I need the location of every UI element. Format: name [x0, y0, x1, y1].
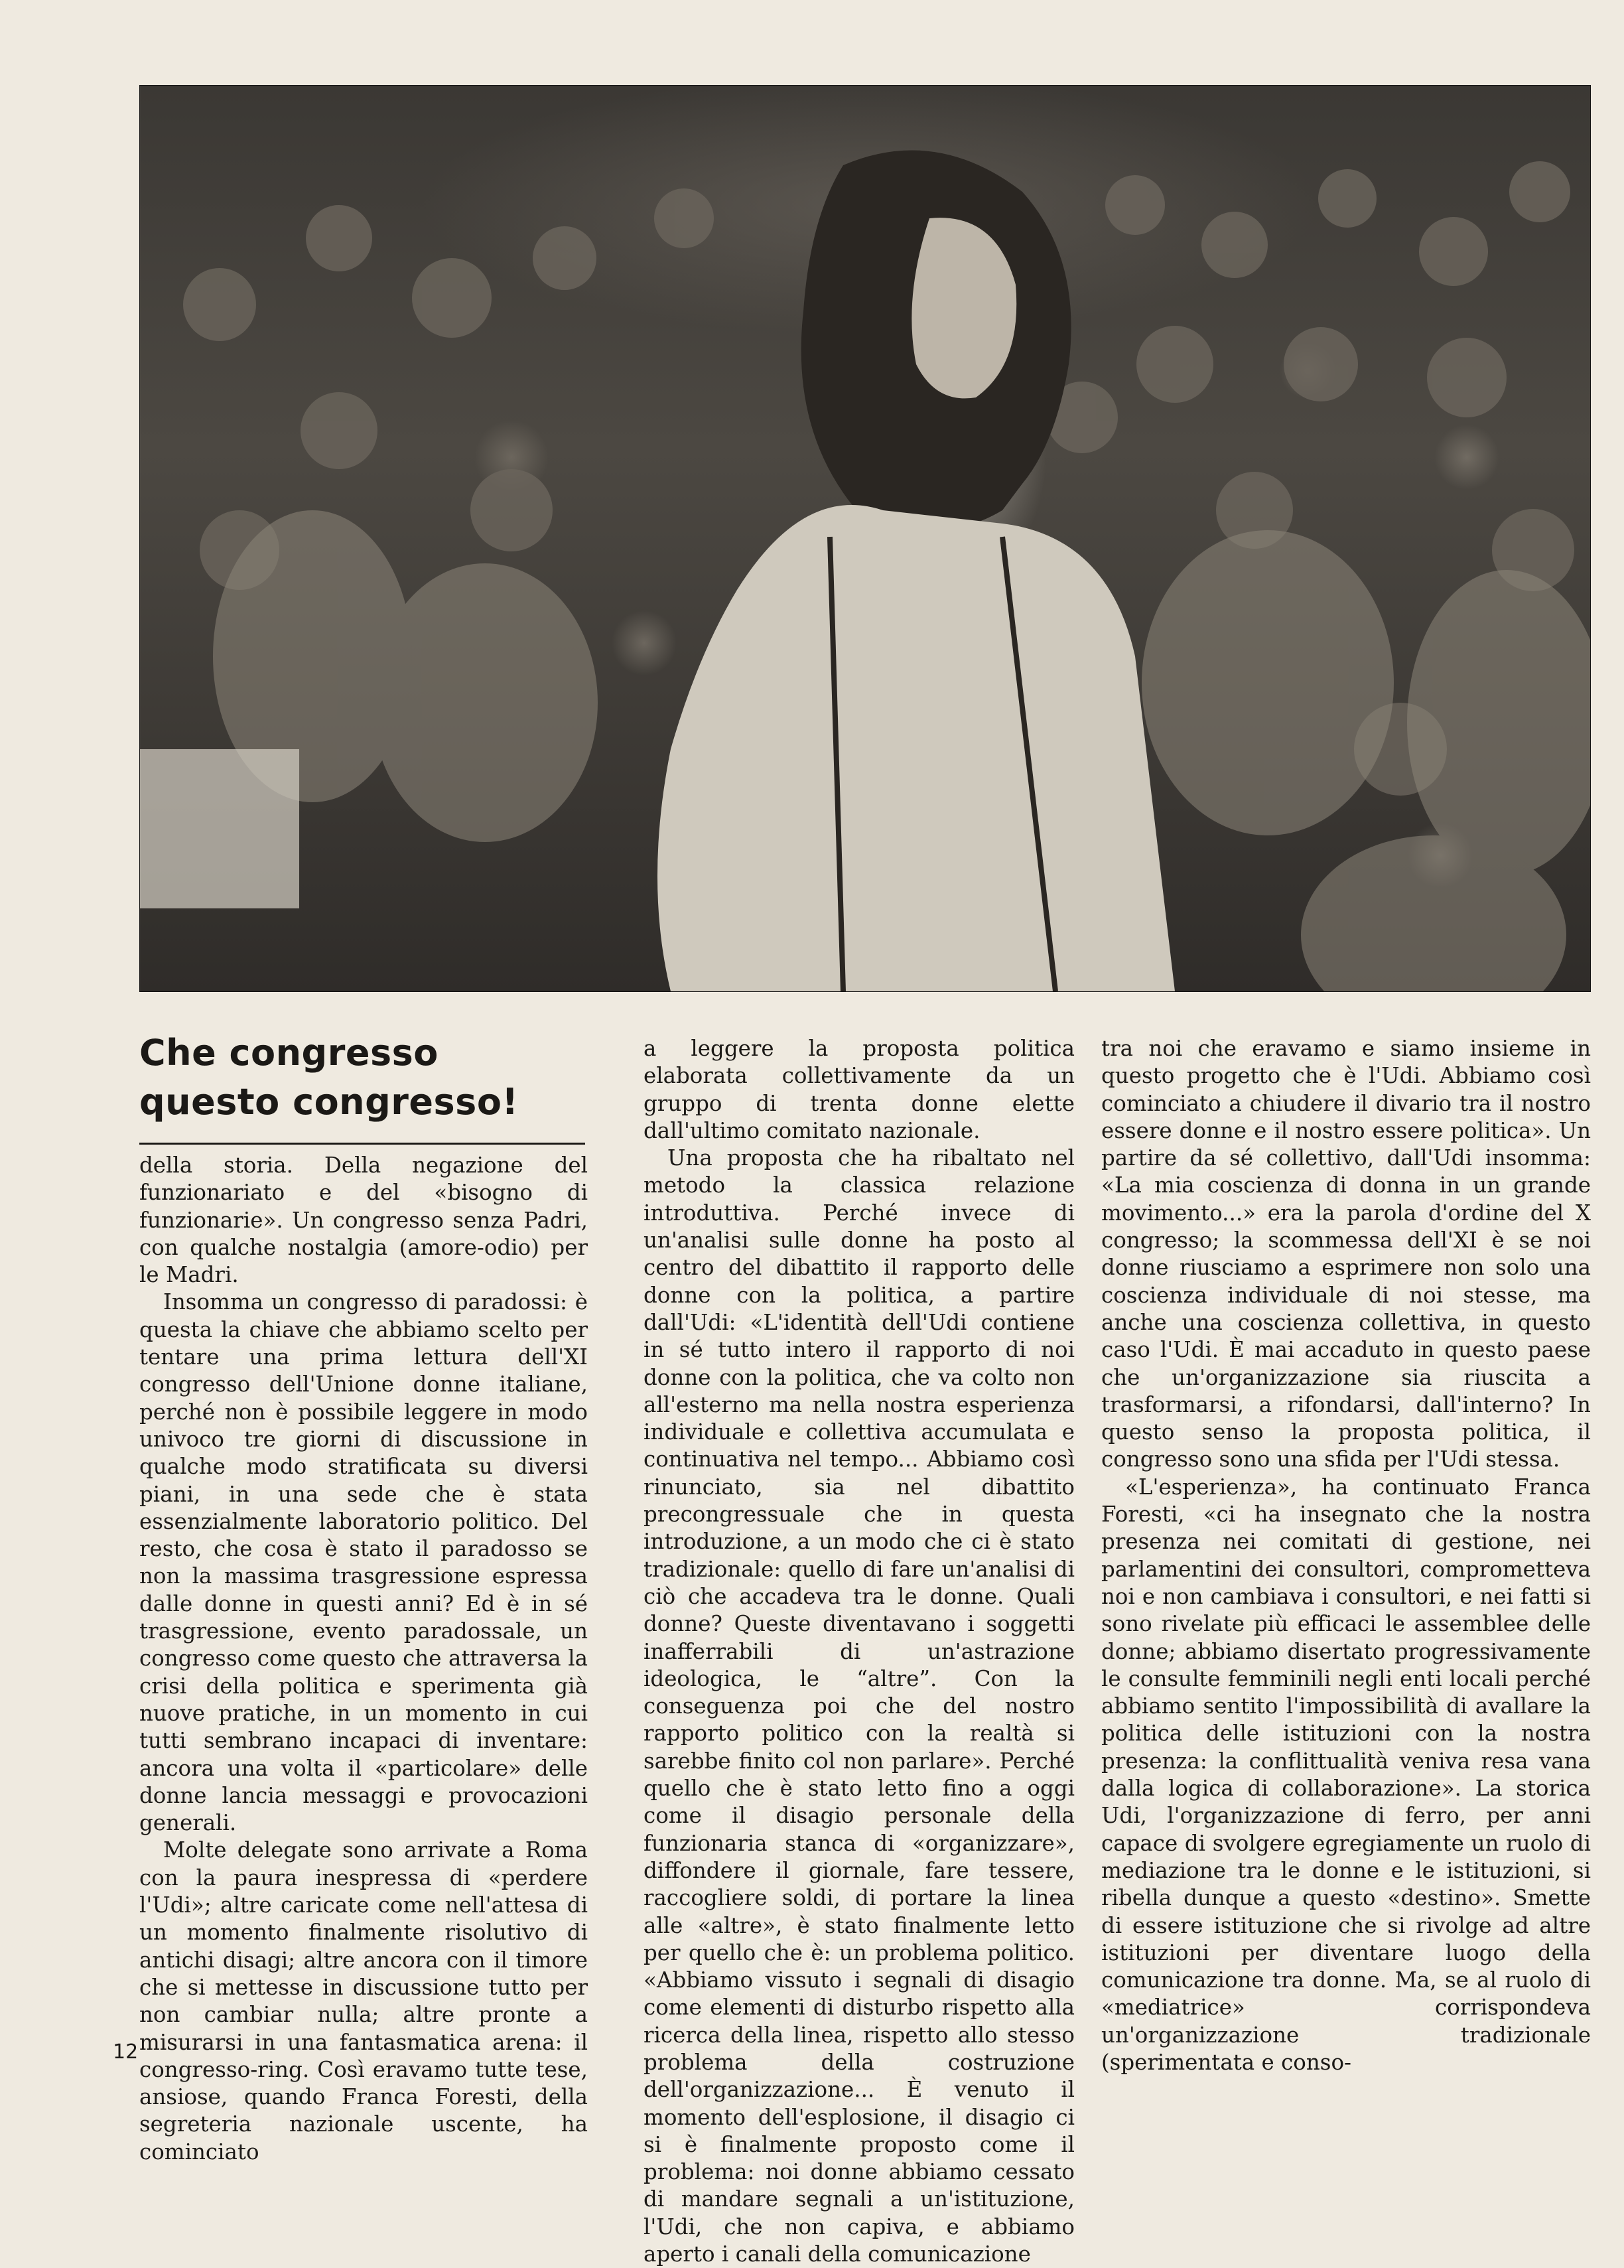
paragraph: a leggere la proposta politica elaborata collettivamente da un gruppo di trenta donne elette dall'ultimo comitato nazionale. — [643, 1036, 1075, 1143]
paragraph: Insomma un congresso di paradossi: è questa la chiave che abbiamo scelto per tentare una prima lettura dell'XI congresso dell'Unione donne italiane, perché non è possibile leggere in modo univoco tre giorni di discussione in qualche modo stratificata su diversi piani, in una sede che è stata essenzialmente laboratorio politico. Del resto, che cosa è stato il paradosso se non la massima trasgressione espressa dalle donne in questi anni? Ed è in sé trasgressione, evento paradossale, un congresso come questo che attraversa la crisi della politica e sperimenta già nuove pratiche, in un momento in cui tutti sembrano incapaci di inventare: ancora una volta il «particolare» delle donne lancia messaggi e provocazioni generali. — [139, 1289, 588, 1836]
title-divider — [139, 1143, 585, 1145]
text-column-2 — [643, 1035, 1075, 2268]
text-column-1 — [139, 1152, 588, 2166]
crowd-photo-icon — [140, 86, 1590, 991]
paragraph: tra noi che eravamo e siamo insieme in questo progetto che è l'Udi. Abbiamo così cominciato a chiudere il divario tra il nostro essere donne e il nostro essere politica». Un partire da sé collettivo, dall'Udi insomma: «La mia coscienza di donna in un grande movimento...» era la parola d'ordine del X congresso; la scommessa dell'XI è se noi donne riusciamo a esprimere non solo una coscienza individuale di noi stesse, ma anche una coscienza collettiva, in questo caso l'Udi. È mai accaduto in questo paese che un'organizzazione sia riuscita a trasformarsi, a rifondarsi, dall'interno? In questo senso la proposta politica, il congresso sono una sfida per l'Udi stessa. — [1101, 1036, 1591, 1472]
title-line-1: Che congresso — [139, 1032, 439, 1074]
paragraph: della storia. Della negazione del funzionariato e del «bisogno di funzionarie». Un congresso senza Padri, con qualche nostalgia (amore-odio) per le Madri. — [139, 1153, 588, 1288]
paragraph: «L'esperienza», ha continuato Franca Foresti, «ci ha insegnato che la nostra presenza nei comitati di gestione, nei parlamentini dei consultori, comprometteva noi e non cambiava i consultori, e nei fatti si sono rivelate più efficaci le assemblee delle donne; abbiamo disertato progressivamente le consulte femminili negli enti locali perché abbiamo sentito l'impossibilità di avallare la politica delle istituzioni con la nostra presenza: la conflittualità veniva resa vana dalla logica di collaborazione». La storica Udi, l'organizzazione di ferro, per anni capace di svolgere egregiamente un ruolo di mediazione tra le donne e le istituzioni, si ribella dunque a questo «destino». Smette di essere istituzione che si rivolge ad altre istituzioni per diventare luogo della comunicazione tra donne. Ma, se al ruolo di «mediatrice» corrispondeva un'organizzazione tradizionale (sperimentata e conso- — [1101, 1474, 1591, 2075]
text-column-3 — [1101, 1035, 1591, 2076]
paragraph: Una proposta che ha ribaltato nel metodo la classica relazione introduttiva. Perché invece di un'analisi sulle donne ha posto al centro del dibattito il rapporto delle donne con la politica, a partire dall'Udi: «L'identità dell'Udi contiene in sé tutto intero il rapporto di noi donne con la politica, che va colto non all'esterno ma nella nostra esperienza individuale e collettiva accumulata e continuativa nel tempo... Abbiamo così rinunciato, sia nel dibattito precongressuale che in questa introduzione, a un modo che ci è stato tradizionale: quello di fare un'analisi di ciò che accadeva tra le donne. Quali donne? Queste diventavano i soggetti inafferrabili di un'astrazione ideologica, le “altre”. Con la conseguenza poi che del nostro rapporto politico con la realtà si sarebbe finito col non parlare». Perché quello che è stato letto fino a oggi come il disagio personale della funzionaria stanca di «organizzare», diffondere il giornale, fare tessere, raccogliere soldi, di portare la linea alle «altre», è stato finalmente letto per quello che è: un problema politico. «Abbiamo vissuto i segnali di disagio come elementi di disturbo rispetto alla ricerca della linea, rispetto allo stesso problema della costruzione dell'organizzazione... È venuto il momento dell'esplosione, il disagio ci si è finalmente proposto come il problema: noi donne abbiamo cessato di mandare segnali a un'istituzione, l'Udi, che non capiva, e abbiamo aperto i canali della comunicazione — [643, 1145, 1075, 2267]
article-title — [139, 1028, 590, 1127]
article-photo — [139, 85, 1591, 992]
page-number: 12 — [113, 2040, 139, 2064]
paragraph: Molte delegate sono arrivate a Roma con la paura inespressa di «perdere l'Udi»; altre caricate come nell'attesa di un momento finalmente risolutivo di antichi disagi; altre ancora con il timore che si mettesse in discussione tutto per non cambiar nulla; altre pronte a misurarsi in una fantasmatica arena: il congresso-ring. Così eravamo tutte tese, ansiose, quando Franca Foresti, della segreteria nazionale uscente, ha cominciato — [139, 1837, 588, 2164]
title-line-2: questo congresso! — [139, 1081, 519, 1123]
